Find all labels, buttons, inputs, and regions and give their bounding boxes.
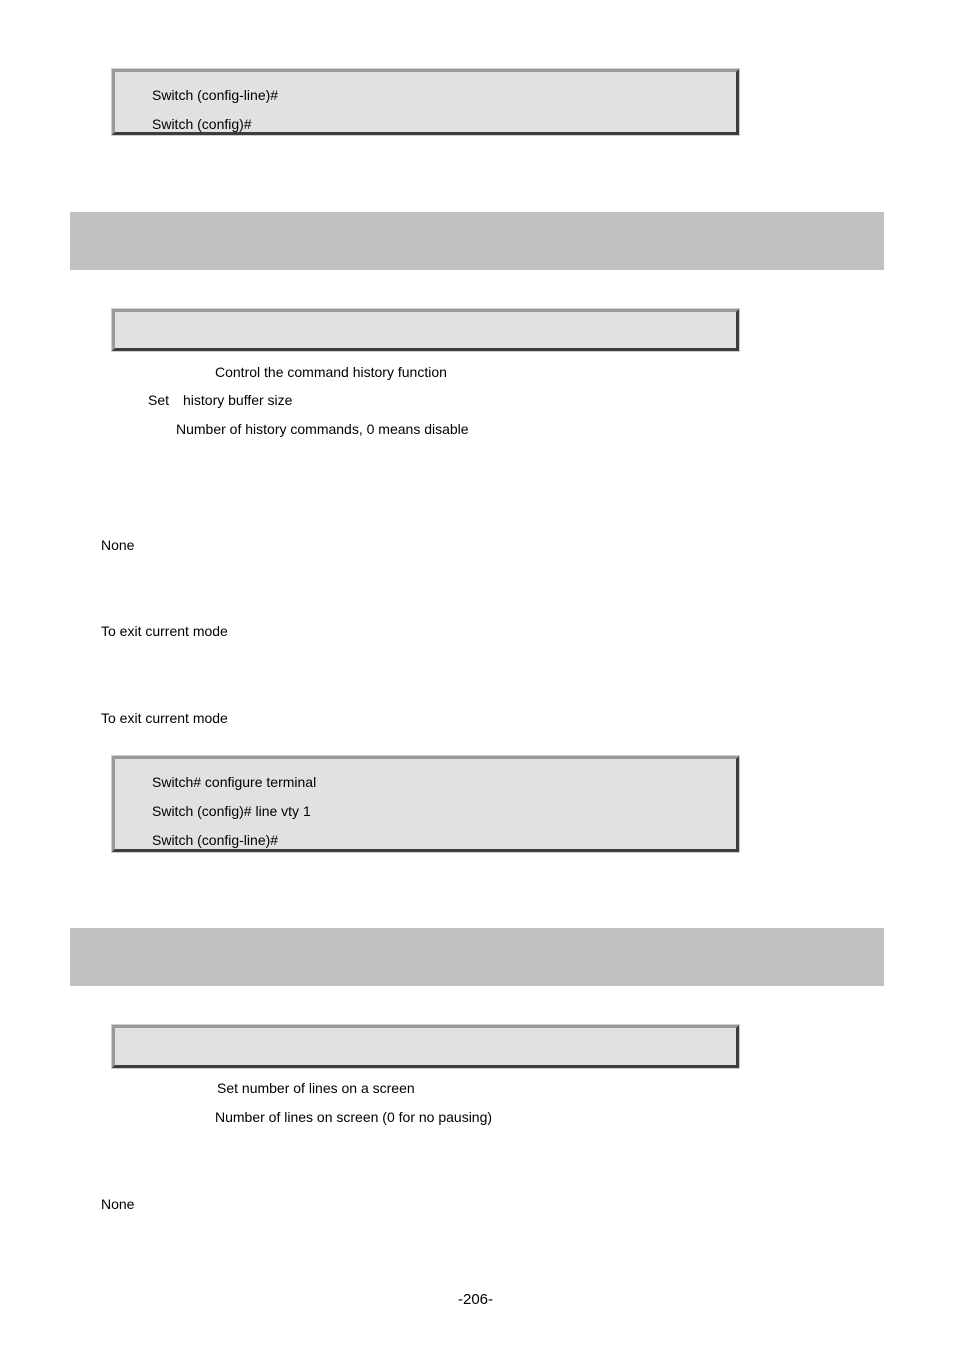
default-value: None — [101, 537, 135, 553]
param-detail: Number of history commands, 0 means disable — [176, 421, 469, 437]
mode-note: To exit current mode — [101, 623, 228, 639]
description-text: Control the command history function — [215, 364, 447, 380]
description-text: Set number of lines on a screen — [217, 1080, 415, 1096]
syntax-box-length — [112, 1025, 739, 1068]
param-keyword: Set — [148, 392, 170, 408]
example-code-box-2 — [112, 756, 739, 852]
code-line: Switch# configure terminal — [152, 774, 317, 790]
section-header-bar-history — [70, 212, 884, 270]
page-number: -206- — [458, 1291, 494, 1308]
mode-note: To exit current mode — [101, 710, 228, 726]
param-detail: Number of lines on screen (0 for no pausing) — [215, 1109, 493, 1125]
section-header-bar-length — [70, 928, 884, 986]
default-value: None — [101, 1196, 135, 1212]
syntax-box-history — [112, 309, 739, 351]
code-line: Switch (config)# line vty 1 — [152, 803, 311, 819]
code-line: Switch (config-line)# — [152, 87, 279, 103]
code-line: Switch (config)# — [152, 116, 252, 132]
example-code-box-1 — [112, 69, 739, 135]
param-name: history buffer size — [183, 392, 293, 408]
code-line: Switch (config-line)# — [152, 832, 279, 848]
